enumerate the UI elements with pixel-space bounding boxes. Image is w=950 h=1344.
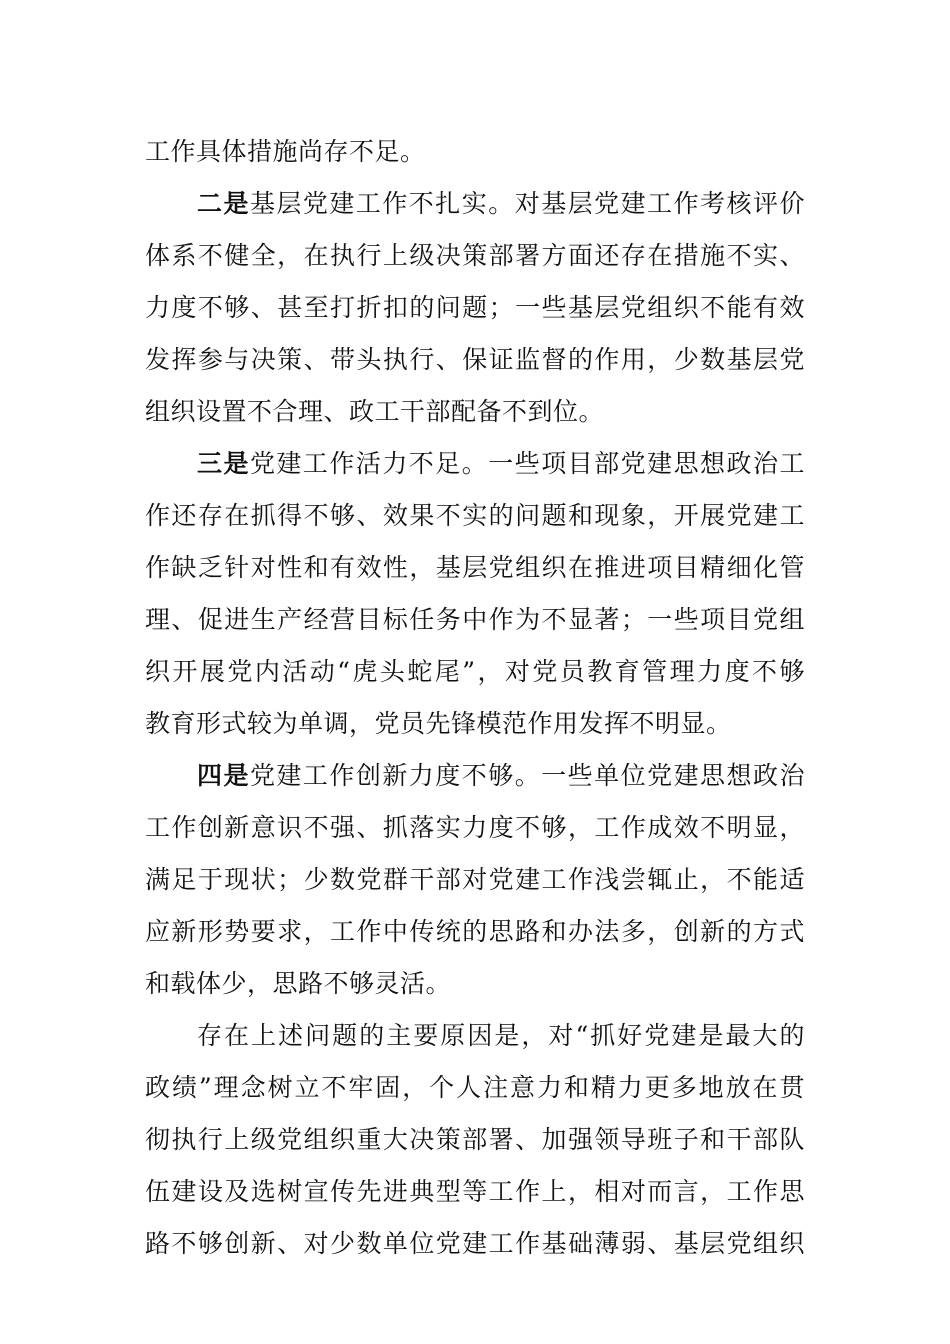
text-line: 工作具体措施尚存不足。 <box>145 137 426 166</box>
text-line: 教育形式较为单调，党员先锋模范作用发挥不明显。 <box>145 709 732 738</box>
text-line: 组织设置不合理、政工干部配备不到位。 <box>145 397 605 426</box>
paragraph-lead: 二是 <box>197 189 250 218</box>
text-line: 路不够创新、对少数单位党建工作基础薄弱、基层党组织 <box>145 1229 805 1258</box>
paragraph-first-line <box>145 178 805 230</box>
paragraph-three <box>145 438 805 750</box>
paragraph-first-line <box>145 750 805 802</box>
text-line: 满足于现状；少数党群干部对党建工作浅尝辄止，不能适 <box>145 865 805 894</box>
paragraph-first-line-text: 党建工作创新力度不够。一些单位党建思想政治 <box>249 761 805 790</box>
paragraph-five <box>145 1010 805 1270</box>
text-line: 和载体少，思路不够灵活。 <box>145 969 452 998</box>
text-line: 作还存在抓得不够、效果不实的问题和现象，开展党建工 <box>145 501 805 530</box>
text-line: 伍建设及选树宣传先进典型等工作上，相对而言，工作思 <box>145 1177 805 1206</box>
text-line: 政绩”理念树立不牢固，个人注意力和精力更多地放在贯 <box>145 1073 805 1102</box>
paragraph-first-line-text: 党建工作活力不足。一些项目部党建思想政治工 <box>249 449 805 478</box>
paragraph-lead: 四是 <box>197 761 250 790</box>
paragraph-lead: 三是 <box>197 449 250 478</box>
text-line: 应新形势要求，工作中传统的思路和办法多，创新的方式 <box>145 917 805 946</box>
text-line: 体系不健全，在执行上级决策部署方面还存在措施不实、 <box>145 241 805 270</box>
paragraph-first-line: 存在上述问题的主要原因是，对“抓好党建是最大的 <box>197 1021 805 1050</box>
text-line: 理、促进生产经营目标任务中作为不显著；一些项目党组 <box>145 605 805 634</box>
paragraph-first-line <box>145 438 805 490</box>
document-body <box>145 126 805 1270</box>
text-line: 工作创新意识不强、抓落实力度不够，工作成效不明显， <box>145 813 805 842</box>
text-line: 力度不够、甚至打折扣的问题；一些基层党组织不能有效 <box>145 293 805 322</box>
text-line: 织开展党内活动“虎头蛇尾”，对党员教育管理力度不够 <box>145 657 805 686</box>
paragraph-two <box>145 178 805 438</box>
paragraph-four <box>145 750 805 1010</box>
text-line: 发挥参与决策、带头执行、保证监督的作用，少数基层党 <box>145 345 805 374</box>
text-line: 作缺乏针对性和有效性，基层党组织在推进项目精细化管 <box>145 553 805 582</box>
paragraph-continuation <box>145 126 805 178</box>
paragraph-first-line-text: 基层党建工作不扎实。对基层党建工作考核评价 <box>249 189 805 218</box>
text-line: 彻执行上级党组织重大决策部署、加强领导班子和干部队 <box>145 1125 805 1154</box>
